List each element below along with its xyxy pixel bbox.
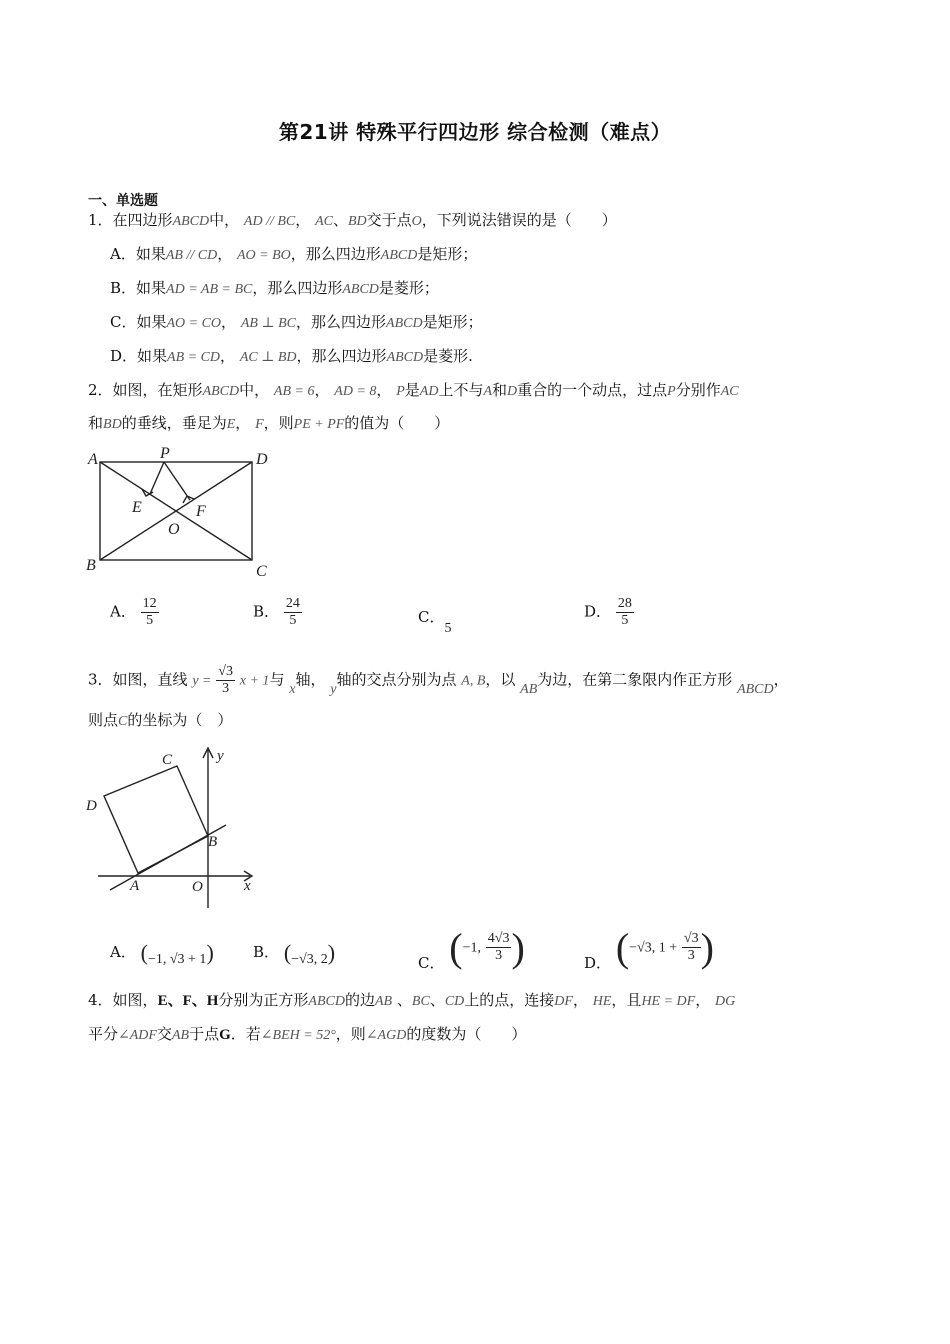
label-e: E bbox=[132, 499, 142, 516]
label-a: A bbox=[130, 878, 140, 894]
question-4-stem-line1: 4．如图，E、F、H分别为正方形ABCD的边AB 、BC、CD上的点，连接DF， HE，且HE = DF， DG bbox=[88, 991, 736, 1009]
label-c: C bbox=[162, 752, 173, 768]
question-2-choice-c[interactable]: C．5 bbox=[418, 608, 452, 636]
square-abcd bbox=[104, 766, 208, 873]
question-3-choice-a[interactable]: A． (−1, √3 + 1) bbox=[110, 940, 214, 967]
perpendicular-pf bbox=[164, 462, 190, 500]
question-4-stem-line2: 平分∠ADF交AB于点G．若∠BEH = 52°，则∠AGD的度数为（ ） bbox=[88, 1025, 527, 1043]
question-3-choice-d[interactable]: D． (−√3, 1 + $\frac{√3}{3}$ ) bbox=[584, 925, 714, 972]
label-x: x bbox=[244, 878, 251, 894]
question-3-stem-line2: 则点C的坐标为（ ） bbox=[88, 711, 233, 729]
question-1-option-b[interactable]: B．如果AD = AB = BC，那么四边形ABCD是菱形； bbox=[110, 279, 439, 297]
label-o: O bbox=[168, 521, 180, 538]
label-o: O bbox=[192, 879, 203, 895]
question-2-choice-d[interactable]: D． $\frac{28}{5}$ bbox=[584, 596, 632, 628]
question-1-stem: 1．在四边形ABCD中， AD // BC， AC、BD交于点O，下列说法错误的是（ ） bbox=[88, 211, 617, 229]
label-d: D bbox=[256, 451, 268, 468]
question-2-choice-b[interactable]: B． $\frac{24}{5}$ bbox=[253, 596, 300, 628]
question-2-figure bbox=[84, 442, 284, 582]
question-3-stem-line1: 3．如图，直线 y = $\frac{√3}{3}$ x + 1与 x轴， y轴的交点分别为点 A, B，以 AB为边，在第二象限内作正方形 ABCD， bbox=[88, 664, 789, 697]
question-1-option-a[interactable]: A．如果AB // CD， AO = BO，那么四边形ABCD是矩形； bbox=[110, 245, 478, 263]
label-b: B bbox=[86, 557, 96, 574]
right-angle-mark-f bbox=[183, 496, 194, 503]
label-b: B bbox=[208, 834, 218, 850]
question-1-option-c[interactable]: C．如果AO = CO， AB ⊥ BC，那么四边形ABCD是矩形； bbox=[110, 313, 483, 331]
label-p: P bbox=[160, 445, 170, 462]
perpendicular-pe bbox=[150, 462, 164, 494]
section-heading: 一、单选题 bbox=[88, 193, 158, 209]
label-f: F bbox=[196, 503, 206, 520]
label-a: A bbox=[88, 451, 98, 468]
page-title: 第21讲 特殊平行四边形 综合检测（难点） bbox=[278, 120, 672, 144]
label-c: C bbox=[256, 563, 267, 580]
label-y: y bbox=[217, 748, 224, 764]
question-1-option-d[interactable]: D．如果AB = CD， AC ⊥ BD，那么四边形ABCD是菱形. bbox=[110, 347, 473, 365]
question-3-choice-c[interactable]: C． (−1, $\frac{4√3}{3}$ ) bbox=[418, 925, 525, 972]
label-d: D bbox=[86, 798, 97, 814]
question-2-stem-line2: 和BD的垂线，垂足为E， F，则PE + PF的值为（ ） bbox=[88, 414, 450, 432]
question-2-choice-a[interactable]: A． $\frac{12}{5}$ bbox=[110, 596, 157, 628]
question-3-figure bbox=[84, 740, 264, 910]
question-2-stem-line1: 2．如图，在矩形ABCD中， AB = 6， AD = 8， P是AD上不与A和D重合的一个动点，过点P分别作AC bbox=[88, 381, 739, 399]
question-3-choice-b[interactable]: B． (−√3, 2) bbox=[253, 940, 336, 967]
